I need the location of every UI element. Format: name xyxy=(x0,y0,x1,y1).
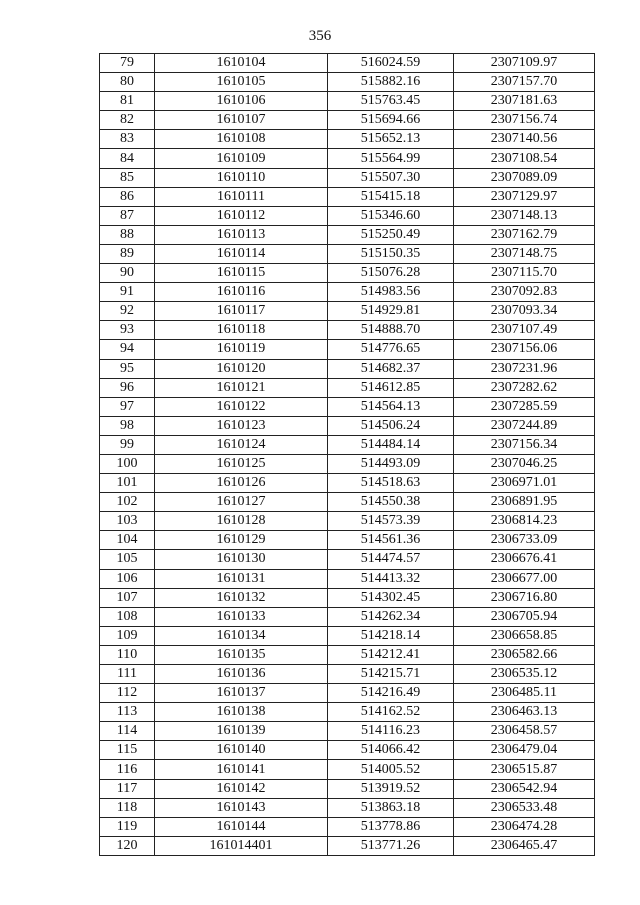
table-row xyxy=(100,378,595,397)
table-row xyxy=(100,588,595,607)
x-coordinate-cell: 514413.32 xyxy=(328,569,454,588)
row-index-cell: 108 xyxy=(100,607,155,626)
row-index-cell: 90 xyxy=(100,264,155,283)
row-index-cell: 114 xyxy=(100,722,155,741)
point-id-cell: 1610129 xyxy=(155,531,328,550)
x-coordinate-cell: 514162.52 xyxy=(328,703,454,722)
table-row xyxy=(100,474,595,493)
point-id-cell: 1610130 xyxy=(155,550,328,569)
y-coordinate-cell: 2307109.97 xyxy=(454,54,595,73)
y-coordinate-cell: 2307107.49 xyxy=(454,321,595,340)
point-id-cell: 1610111 xyxy=(155,187,328,206)
y-coordinate-cell: 2307157.70 xyxy=(454,73,595,92)
row-index-cell: 118 xyxy=(100,798,155,817)
point-id-cell: 1610143 xyxy=(155,798,328,817)
table-row xyxy=(100,607,595,626)
x-coordinate-cell: 515250.49 xyxy=(328,225,454,244)
y-coordinate-cell: 2306479.04 xyxy=(454,741,595,760)
point-id-cell: 1610117 xyxy=(155,302,328,321)
x-coordinate-cell: 514005.52 xyxy=(328,760,454,779)
row-index-cell: 91 xyxy=(100,283,155,302)
point-id-cell: 1610124 xyxy=(155,435,328,454)
table-row xyxy=(100,817,595,836)
row-index-cell: 120 xyxy=(100,836,155,855)
y-coordinate-cell: 2307156.34 xyxy=(454,435,595,454)
x-coordinate-cell: 514550.38 xyxy=(328,493,454,512)
point-id-cell: 1610123 xyxy=(155,416,328,435)
row-index-cell: 119 xyxy=(100,817,155,836)
y-coordinate-cell: 2306658.85 xyxy=(454,626,595,645)
point-id-cell: 1610120 xyxy=(155,359,328,378)
x-coordinate-cell: 515507.30 xyxy=(328,168,454,187)
y-coordinate-cell: 2306474.28 xyxy=(454,817,595,836)
point-id-cell: 1610132 xyxy=(155,588,328,607)
y-coordinate-cell: 2307156.06 xyxy=(454,340,595,359)
row-index-cell: 97 xyxy=(100,397,155,416)
row-index-cell: 117 xyxy=(100,779,155,798)
x-coordinate-cell: 514474.57 xyxy=(328,550,454,569)
table-row xyxy=(100,187,595,206)
x-coordinate-cell: 514216.49 xyxy=(328,684,454,703)
row-index-cell: 112 xyxy=(100,684,155,703)
y-coordinate-cell: 2307129.97 xyxy=(454,187,595,206)
y-coordinate-cell: 2307285.59 xyxy=(454,397,595,416)
y-coordinate-cell: 2307148.13 xyxy=(454,206,595,225)
table-row xyxy=(100,302,595,321)
row-index-cell: 87 xyxy=(100,206,155,225)
point-id-cell: 1610125 xyxy=(155,454,328,473)
table-body xyxy=(100,54,595,856)
row-index-cell: 99 xyxy=(100,435,155,454)
table-row xyxy=(100,54,595,73)
x-coordinate-cell: 516024.59 xyxy=(328,54,454,73)
point-id-cell: 1610106 xyxy=(155,92,328,111)
table-row xyxy=(100,283,595,302)
y-coordinate-cell: 2306971.01 xyxy=(454,474,595,493)
y-coordinate-cell: 2307156.74 xyxy=(454,111,595,130)
x-coordinate-cell: 514929.81 xyxy=(328,302,454,321)
x-coordinate-cell: 514493.09 xyxy=(328,454,454,473)
table-row xyxy=(100,264,595,283)
point-id-cell: 1610119 xyxy=(155,340,328,359)
point-id-cell: 161014401 xyxy=(155,836,328,855)
y-coordinate-cell: 2307148.75 xyxy=(454,244,595,263)
x-coordinate-cell: 514218.14 xyxy=(328,626,454,645)
table-row xyxy=(100,206,595,225)
point-id-cell: 1610122 xyxy=(155,397,328,416)
point-id-cell: 1610136 xyxy=(155,665,328,684)
table-row xyxy=(100,149,595,168)
x-coordinate-cell: 514302.45 xyxy=(328,588,454,607)
x-coordinate-cell: 514215.71 xyxy=(328,665,454,684)
x-coordinate-cell: 515076.28 xyxy=(328,264,454,283)
y-coordinate-cell: 2307282.62 xyxy=(454,378,595,397)
y-coordinate-cell: 2306677.00 xyxy=(454,569,595,588)
y-coordinate-cell: 2306891.95 xyxy=(454,493,595,512)
row-index-cell: 79 xyxy=(100,54,155,73)
point-id-cell: 1610142 xyxy=(155,779,328,798)
point-id-cell: 1610116 xyxy=(155,283,328,302)
x-coordinate-cell: 515882.16 xyxy=(328,73,454,92)
table-row xyxy=(100,244,595,263)
table-row xyxy=(100,340,595,359)
table-row xyxy=(100,130,595,149)
y-coordinate-cell: 2307092.83 xyxy=(454,283,595,302)
x-coordinate-cell: 513863.18 xyxy=(328,798,454,817)
table-row xyxy=(100,626,595,645)
point-id-cell: 1610140 xyxy=(155,741,328,760)
table-row xyxy=(100,779,595,798)
x-coordinate-cell: 513919.52 xyxy=(328,779,454,798)
point-id-cell: 1610131 xyxy=(155,569,328,588)
x-coordinate-cell: 515564.99 xyxy=(328,149,454,168)
row-index-cell: 80 xyxy=(100,73,155,92)
y-coordinate-cell: 2306485.11 xyxy=(454,684,595,703)
row-index-cell: 100 xyxy=(100,454,155,473)
page-number: 356 xyxy=(308,28,332,44)
y-coordinate-cell: 2306814.23 xyxy=(454,512,595,531)
point-id-cell: 1610137 xyxy=(155,684,328,703)
point-id-cell: 1610112 xyxy=(155,206,328,225)
x-coordinate-cell: 515346.60 xyxy=(328,206,454,225)
table-row xyxy=(100,550,595,569)
x-coordinate-cell: 514262.34 xyxy=(328,607,454,626)
table-row xyxy=(100,92,595,111)
table-row xyxy=(100,397,595,416)
row-index-cell: 103 xyxy=(100,512,155,531)
point-id-cell: 1610138 xyxy=(155,703,328,722)
x-coordinate-cell: 514612.85 xyxy=(328,378,454,397)
x-coordinate-cell: 514066.42 xyxy=(328,741,454,760)
row-index-cell: 92 xyxy=(100,302,155,321)
row-index-cell: 95 xyxy=(100,359,155,378)
row-index-cell: 84 xyxy=(100,149,155,168)
table-row xyxy=(100,645,595,664)
row-index-cell: 107 xyxy=(100,588,155,607)
x-coordinate-cell: 513778.86 xyxy=(328,817,454,836)
row-index-cell: 115 xyxy=(100,741,155,760)
y-coordinate-cell: 2306533.48 xyxy=(454,798,595,817)
y-coordinate-cell: 2307231.96 xyxy=(454,359,595,378)
table-row xyxy=(100,73,595,92)
y-coordinate-cell: 2306465.47 xyxy=(454,836,595,855)
table-row xyxy=(100,435,595,454)
table-row xyxy=(100,665,595,684)
row-index-cell: 113 xyxy=(100,703,155,722)
x-coordinate-cell: 515652.13 xyxy=(328,130,454,149)
x-coordinate-cell: 514518.63 xyxy=(328,474,454,493)
point-id-cell: 1610104 xyxy=(155,54,328,73)
row-index-cell: 98 xyxy=(100,416,155,435)
y-coordinate-cell: 2306716.80 xyxy=(454,588,595,607)
x-coordinate-cell: 514506.24 xyxy=(328,416,454,435)
row-index-cell: 101 xyxy=(100,474,155,493)
point-id-cell: 1610109 xyxy=(155,149,328,168)
point-id-cell: 1610110 xyxy=(155,168,328,187)
point-id-cell: 1610139 xyxy=(155,722,328,741)
coordinates-table xyxy=(99,53,595,856)
row-index-cell: 106 xyxy=(100,569,155,588)
y-coordinate-cell: 2307046.25 xyxy=(454,454,595,473)
y-coordinate-cell: 2306463.13 xyxy=(454,703,595,722)
table-row xyxy=(100,684,595,703)
x-coordinate-cell: 515763.45 xyxy=(328,92,454,111)
row-index-cell: 105 xyxy=(100,550,155,569)
point-id-cell: 1610133 xyxy=(155,607,328,626)
y-coordinate-cell: 2307244.89 xyxy=(454,416,595,435)
point-id-cell: 1610135 xyxy=(155,645,328,664)
table-row xyxy=(100,493,595,512)
y-coordinate-cell: 2306542.94 xyxy=(454,779,595,798)
table-row xyxy=(100,531,595,550)
x-coordinate-cell: 514212.41 xyxy=(328,645,454,664)
y-coordinate-cell: 2306733.09 xyxy=(454,531,595,550)
y-coordinate-cell: 2306535.12 xyxy=(454,665,595,684)
x-coordinate-cell: 514776.65 xyxy=(328,340,454,359)
row-index-cell: 88 xyxy=(100,225,155,244)
table-row xyxy=(100,798,595,817)
row-index-cell: 104 xyxy=(100,531,155,550)
row-index-cell: 109 xyxy=(100,626,155,645)
row-index-cell: 110 xyxy=(100,645,155,664)
y-coordinate-cell: 2307140.56 xyxy=(454,130,595,149)
row-index-cell: 83 xyxy=(100,130,155,149)
y-coordinate-cell: 2306515.87 xyxy=(454,760,595,779)
row-index-cell: 82 xyxy=(100,111,155,130)
x-coordinate-cell: 514888.70 xyxy=(328,321,454,340)
y-coordinate-cell: 2306676.41 xyxy=(454,550,595,569)
x-coordinate-cell: 514573.39 xyxy=(328,512,454,531)
point-id-cell: 1610115 xyxy=(155,264,328,283)
y-coordinate-cell: 2307181.63 xyxy=(454,92,595,111)
point-id-cell: 1610113 xyxy=(155,225,328,244)
table-row xyxy=(100,416,595,435)
x-coordinate-cell: 514484.14 xyxy=(328,435,454,454)
table-row xyxy=(100,111,595,130)
table-row xyxy=(100,512,595,531)
row-index-cell: 86 xyxy=(100,187,155,206)
point-id-cell: 1610108 xyxy=(155,130,328,149)
point-id-cell: 1610114 xyxy=(155,244,328,263)
x-coordinate-cell: 515415.18 xyxy=(328,187,454,206)
y-coordinate-cell: 2306705.94 xyxy=(454,607,595,626)
point-id-cell: 1610121 xyxy=(155,378,328,397)
point-id-cell: 1610128 xyxy=(155,512,328,531)
row-index-cell: 85 xyxy=(100,168,155,187)
y-coordinate-cell: 2307093.34 xyxy=(454,302,595,321)
row-index-cell: 93 xyxy=(100,321,155,340)
y-coordinate-cell: 2307115.70 xyxy=(454,264,595,283)
y-coordinate-cell: 2306582.66 xyxy=(454,645,595,664)
point-id-cell: 1610107 xyxy=(155,111,328,130)
table-row xyxy=(100,168,595,187)
table-row xyxy=(100,225,595,244)
table-row xyxy=(100,359,595,378)
row-index-cell: 96 xyxy=(100,378,155,397)
point-id-cell: 1610127 xyxy=(155,493,328,512)
point-id-cell: 1610141 xyxy=(155,760,328,779)
point-id-cell: 1610134 xyxy=(155,626,328,645)
y-coordinate-cell: 2307108.54 xyxy=(454,149,595,168)
x-coordinate-cell: 514561.36 xyxy=(328,531,454,550)
point-id-cell: 1610126 xyxy=(155,474,328,493)
x-coordinate-cell: 515150.35 xyxy=(328,244,454,263)
row-index-cell: 111 xyxy=(100,665,155,684)
table-row xyxy=(100,760,595,779)
table-row xyxy=(100,836,595,855)
row-index-cell: 89 xyxy=(100,244,155,263)
row-index-cell: 94 xyxy=(100,340,155,359)
y-coordinate-cell: 2306458.57 xyxy=(454,722,595,741)
x-coordinate-cell: 513771.26 xyxy=(328,836,454,855)
point-id-cell: 1610118 xyxy=(155,321,328,340)
y-coordinate-cell: 2307162.79 xyxy=(454,225,595,244)
x-coordinate-cell: 514682.37 xyxy=(328,359,454,378)
table-row xyxy=(100,703,595,722)
table-row xyxy=(100,722,595,741)
point-id-cell: 1610144 xyxy=(155,817,328,836)
x-coordinate-cell: 514116.23 xyxy=(328,722,454,741)
x-coordinate-cell: 515694.66 xyxy=(328,111,454,130)
point-id-cell: 1610105 xyxy=(155,73,328,92)
table-row xyxy=(100,741,595,760)
row-index-cell: 102 xyxy=(100,493,155,512)
row-index-cell: 81 xyxy=(100,92,155,111)
y-coordinate-cell: 2307089.09 xyxy=(454,168,595,187)
table-row xyxy=(100,454,595,473)
x-coordinate-cell: 514564.13 xyxy=(328,397,454,416)
table-row xyxy=(100,569,595,588)
x-coordinate-cell: 514983.56 xyxy=(328,283,454,302)
table-row xyxy=(100,321,595,340)
row-index-cell: 116 xyxy=(100,760,155,779)
